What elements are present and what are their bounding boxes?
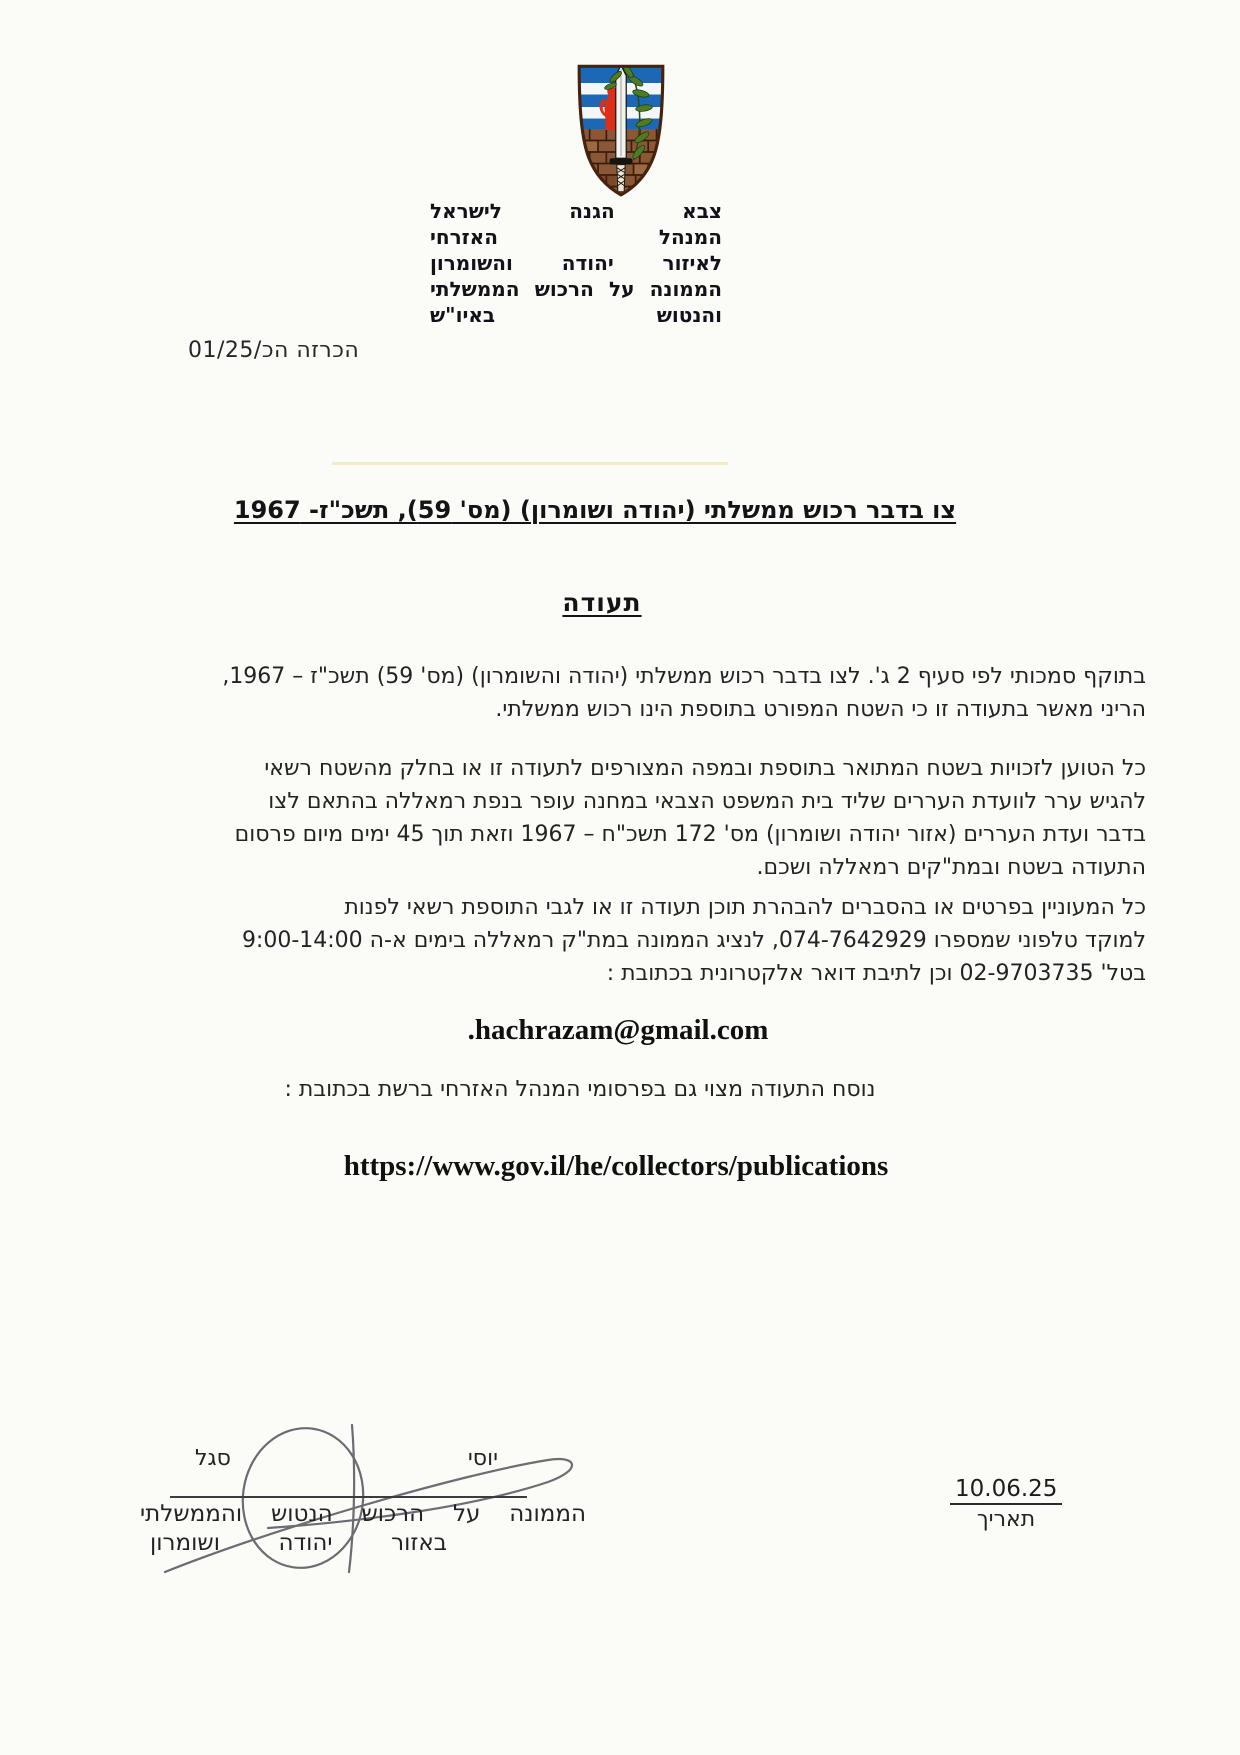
letterhead <box>430 198 722 328</box>
paragraph-line: כל הטוען לזכויות בשטח המתואר בתוספת ובמפה המצורפים לתעודה זו או בחלק מהשטח רשאי <box>264 756 1146 781</box>
body-paragraph-appeal <box>100 752 1146 884</box>
body-paragraph-contact <box>100 891 1146 990</box>
date-value: 10.06.25 <box>950 1476 1062 1505</box>
signatory-name: יוסי סגל <box>195 1446 498 1471</box>
letterhead-line: והנטוש באיו"ש <box>430 303 722 327</box>
paragraph-line: כל המעוניין בפרטים או בהסברים להבהרת תוכן תעודה זו או לגבי התוספת רשאי לפנות <box>344 895 1146 920</box>
body-paragraph-authority <box>100 660 1146 726</box>
publications-url: https://www.gov.il/he/collectors/publications <box>343 1150 889 1182</box>
date-label: תאריך <box>976 1507 1036 1532</box>
paragraph-line: למוקד טלפוני שמספרו 074-7642929, לנציג הממונה במת"ק רמאללה בימים א-ה 9:00-14:00 <box>241 928 1146 953</box>
letterhead-line: לאיזור יהודה והשומרון <box>430 251 722 275</box>
declaration-number: הכרזה הכ/01/25 <box>188 338 360 363</box>
web-publication-note: נוסח התעודה מצוי גם בפרסומי המנהל האזרחי ברשת בכתובת : <box>284 1077 876 1102</box>
document-title <box>0 496 1190 524</box>
paragraph-line: להגיש ערר לוועדת העררים שליד בית המשפט הצבאי במחנה עופר בנפת רמאללה בהתאם לצו <box>268 789 1146 814</box>
certificate-heading-text: תעודה <box>562 588 642 617</box>
certificate-heading <box>0 588 1204 617</box>
paragraph-line: בדבר ועדת העררים (אזור יהודה ושומרון) מס' 172 תשכ"ח – 1967 וזאת תוך 45 ימים מיום פרסום <box>234 822 1146 847</box>
signature-line <box>170 1496 527 1498</box>
idf-civil-administration-emblem-icon <box>575 60 667 198</box>
date-block <box>950 1476 1062 1532</box>
signatory-title-line-1: הממונה על הרכוש הנטוש והממשלתי <box>140 1501 586 1527</box>
letterhead-line: צבא הגנה לישראל <box>430 199 722 223</box>
signatory-title-line-2: באזור יהודה ושומרון <box>150 1530 447 1556</box>
paragraph-line: התעודה בשטח ובמת"קים רמאללה ושכם. <box>756 855 1146 880</box>
contact-email: hachrazam@gmail.com. <box>467 1014 769 1046</box>
paragraph-line: הריני מאשר בתעודה זו כי השטח המפורט בתוספת הינו רכוש ממשלתי. <box>495 697 1146 722</box>
paragraph-line: בתוקף סמכותי לפי סעיף 2 ג'. לצו בדבר רכוש ממשלתי (יהודה והשומרון) (מס' 59) תשכ"ז – 1967, <box>222 664 1146 689</box>
letterhead-line: הממונה על הרכוש הממשלתי <box>430 277 722 301</box>
letterhead-line: המנהל האזרחי <box>430 225 722 249</box>
document-title-text: צו בדבר רכוש ממשלתי (יהודה ושומרון) (מס' 59), תשכ"ז- 1967 <box>233 496 957 524</box>
paragraph-line: בטל' 02-9703735 וכן לתיבת דואר אלקטרונית בכתובת : <box>606 961 1146 986</box>
scan-artifact <box>332 462 728 465</box>
shield-icon <box>575 60 667 198</box>
